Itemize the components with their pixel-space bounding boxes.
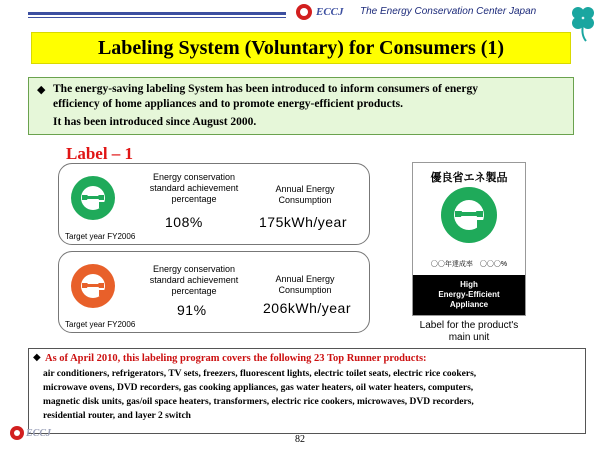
product-label bbox=[412, 162, 526, 316]
clover-icon bbox=[568, 3, 598, 48]
caption-line: Label for the product's bbox=[419, 320, 519, 331]
label-card-green bbox=[58, 163, 370, 245]
product-label-jp-title: 優良省エネ製品 bbox=[430, 172, 508, 184]
achievement-label-line: standard achievement bbox=[149, 183, 239, 193]
consumption-label-line: Annual Energy bbox=[275, 184, 335, 194]
eccj-logo-icon bbox=[296, 4, 312, 20]
page-number: 82 bbox=[295, 434, 305, 445]
products-line: microwave ovens, DVD recorders, gas cooking appliances, gas water heaters, oil water heaters, computers, bbox=[43, 383, 474, 393]
product-label-jp-rate: 〇〇年達成率 〇〇〇% bbox=[430, 261, 508, 268]
achievement-label-line: standard achievement bbox=[149, 275, 239, 285]
achievement-label bbox=[129, 264, 259, 297]
orange-e-mark-icon bbox=[71, 264, 115, 308]
achievement-label-line: percentage bbox=[171, 286, 217, 296]
consumption-value: 206kWh/year bbox=[263, 300, 351, 316]
target-year: Target year FY2006 bbox=[65, 232, 136, 241]
eccj-logo-text: ECCJ bbox=[316, 6, 344, 18]
green-e-mark-large-icon bbox=[441, 187, 497, 248]
diamond-bullet-icon: ◆ bbox=[33, 352, 41, 363]
product-label-english-band bbox=[413, 275, 525, 315]
products-line: residential router, and layer 2 switch bbox=[43, 411, 191, 421]
products-line: air conditioners, refrigerators, TV sets, freezers, fluorescent lights, electric toilet seats, electric rice cookers, bbox=[43, 369, 477, 379]
intro-line-1: The energy-saving labeling System has been introduced to inform consumers of energy bbox=[53, 83, 478, 95]
products-box bbox=[28, 348, 586, 434]
diamond-bullet-icon: ◆ bbox=[37, 84, 46, 96]
consumption-value: 175kWh/year bbox=[259, 214, 347, 230]
products-line: magnetic disk units, gas/oil space heaters, transformers, electric rice cookers, microwaves, DVD recorders, bbox=[43, 397, 474, 407]
intro-line-3: It has been introduced since August 2000. bbox=[53, 116, 257, 128]
consumption-label-line: Annual Energy bbox=[275, 274, 335, 284]
eccj-footer-logo-text: ECCJ bbox=[26, 428, 52, 439]
consumption-label bbox=[255, 184, 355, 206]
achievement-value: 91% bbox=[177, 302, 207, 318]
header-rule-thin bbox=[28, 17, 286, 18]
consumption-label-line: Consumption bbox=[278, 285, 332, 295]
intro-box bbox=[28, 77, 574, 135]
achievement-label-line: Energy conservation bbox=[152, 172, 236, 182]
achievement-label-line: percentage bbox=[171, 194, 217, 204]
page-title: Labeling System (Voluntary) for Consumers (1) bbox=[97, 37, 505, 59]
target-year: Target year FY2006 bbox=[65, 320, 136, 329]
intro-line-2: efficiency of home appliances and to promote energy-efficient products. bbox=[53, 98, 403, 110]
consumption-label bbox=[255, 274, 355, 296]
label-heading: Label – 1 bbox=[66, 144, 134, 163]
product-label-english-line: Appliance bbox=[449, 300, 489, 309]
organization-name: The Energy Conservation Center Japan bbox=[360, 6, 537, 17]
header-rule bbox=[28, 12, 286, 15]
label-card-orange bbox=[58, 251, 370, 333]
achievement-value: 108% bbox=[165, 214, 203, 230]
product-label-english-line: High bbox=[460, 280, 478, 289]
achievement-label-line: Energy conservation bbox=[152, 264, 236, 274]
product-label-caption bbox=[410, 320, 528, 344]
green-e-mark-icon bbox=[71, 176, 115, 220]
consumption-label-line: Consumption bbox=[278, 195, 332, 205]
achievement-label bbox=[129, 172, 259, 205]
products-heading: As of April 2010, this labeling program covers the following 23 Top Runner products: bbox=[45, 353, 427, 364]
caption-line: main unit bbox=[448, 332, 490, 343]
product-label-english-line: Energy-Efficient bbox=[438, 290, 500, 299]
title-banner bbox=[31, 32, 571, 64]
